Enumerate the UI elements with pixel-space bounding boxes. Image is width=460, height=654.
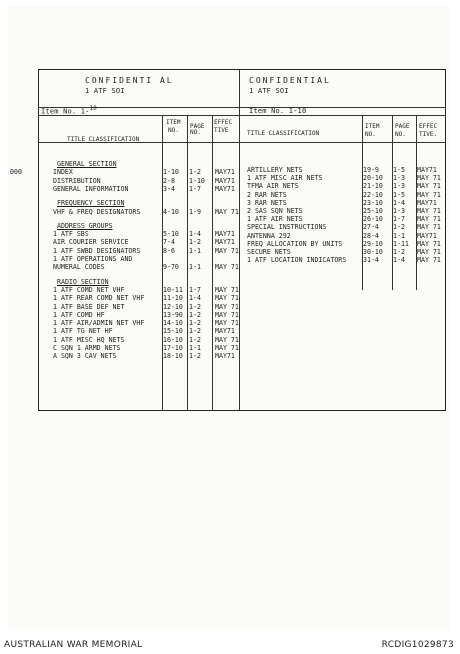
entry-title: 1 ATF TG NET HF [53,327,113,336]
right-title: 1 ATF SOI [249,87,289,95]
table-row [39,294,239,302]
entry-item-no: 18-10 [163,352,183,361]
entry-title: 1 ATF COMD HF [53,310,105,319]
table-row [39,222,239,230]
entry-item-no: 22-10 [363,190,383,199]
col-title-left: TITLE CLASSIFICATION [67,136,140,143]
entry-effective: MAY 71 [417,215,441,224]
entry-page-no: 1-1 [189,344,201,352]
entry-effective: MAY71 [215,168,235,177]
entry-item-no: 5-10 [163,230,179,239]
table-row [10,168,239,177]
entry-title: 1 ATF SBS [53,230,89,239]
table-row [39,238,239,246]
table-row [39,327,239,335]
entry-page-no: 1-4 [393,256,405,265]
entry-effective: MAY71 [215,327,235,336]
entry-item-no: 25-10 [363,207,383,215]
entry-effective: MAY 71 [215,310,239,319]
entry-page-no: 1-7 [393,215,405,224]
entry-title: SECURE NETS [247,248,291,256]
entry-effective: MAY 71 [417,207,441,215]
entry-item-no: 10-11 [163,285,183,294]
entry-effective: MAY 71 [417,182,441,191]
entry-page-no: 1-5 [393,166,405,174]
entry-page-no: 1-4 [189,294,201,303]
col-page-right-2: NO. [395,131,406,138]
table-row [239,240,445,248]
entry-page-no: 1-2 [393,223,405,232]
entry-page-no: 1-2 [189,335,201,344]
entry-effective: MAY71 [215,238,235,247]
col-item-right-1: ITEM [365,123,380,130]
entry-item-no: 13-90 [163,310,183,319]
col-effec-left-2: TIVE [214,127,229,134]
entry-page-no: 1-1 [189,263,201,272]
entry-item-no: 30-10 [363,248,383,256]
table-row [239,174,445,182]
entry-title: 3 RAR NETS [247,198,287,207]
entry-title: 1 ATF REAR COMD NET VHF [53,294,145,303]
entry-item-no: 8-6 [163,246,175,255]
entry-page-no: 1-5 [393,190,405,199]
entry-title: 1 ATF MISC HQ NETS [53,335,125,344]
table-row [39,247,239,255]
entry-item-no: 2-8 [163,176,175,185]
entry-effective: MAY 71 [417,239,441,248]
table-row [39,311,239,319]
entry-title: DISTRIBUTION [53,176,101,185]
table-row [39,255,239,263]
entry-effective: MAY71 [417,198,437,207]
entry-item-no: 15-10 [163,327,183,336]
entry-effective: MAY 71 [215,263,239,272]
entry-effective: MAY 71 [215,335,239,344]
table-row [39,278,239,286]
col-effec-right-1: EFFEC [419,123,438,130]
table-row [239,248,445,256]
col-item-left-1: ITEM [166,119,181,126]
entry-effective: MAY 71 [417,256,441,265]
table-row [39,185,239,193]
entry-title: C SQN 1 ARMD NETS [53,344,121,352]
col-page-right-1: PAGE [395,123,410,130]
entry-item-no: 14-10 [163,319,183,328]
col-page-left-2: NO. [190,129,201,136]
left-title: 1 ATF SOI [85,87,125,95]
entry-item-no: 1-10 [163,168,179,177]
entry-title: 1 ATF BASE DEF NET [53,302,125,311]
header-divider [39,107,445,108]
table-row [39,199,239,207]
entry-effective: MAY 71 [417,190,441,199]
entry-item-no: 16-10 [163,335,183,344]
entry-effective: MAY 71 [417,248,441,256]
entry-title: 1 ATF AIR/ADMIN NET VHF [53,319,145,328]
section-heading: ADDRESS GROUPS [57,221,113,230]
col-title-right: TITLE CLASSIFICATION [247,130,320,137]
entry-item-no: 31-4 [363,256,379,265]
col-page-left-1: PAGE [190,123,205,130]
entry-title: 2 RAR NETS [247,190,287,199]
entry-item-no: 12-10 [163,302,183,311]
table-row [39,319,239,327]
entry-page-no: 1-3 [393,174,405,183]
right-item-no: Item No. 1-10 [249,107,307,115]
table-row [39,344,239,352]
entry-page-no: 1-4 [393,198,405,207]
entry-page-no: 1-9 [189,207,201,216]
entry-effective: MAY 71 [215,207,239,216]
table-row [239,166,445,174]
entry-page-no: 1-1 [393,231,405,240]
entry-title: VHF & FREQ DESIGNATORS [53,207,141,216]
entry-effective: MAY 71 [417,174,441,183]
table-row [239,215,445,223]
entry-title: A SQN 3 CAV NETS [53,352,117,361]
table-row [39,352,239,360]
table-row [239,223,445,231]
col-item-right-2: NO. [365,131,376,138]
entry-item-no: 3-4 [163,184,175,193]
left-item-no: Item No. 1-$^{10}$ [41,105,97,116]
section-heading: GENERAL SECTION [57,160,117,168]
entry-page-no: 1-7 [189,285,201,294]
section-heading: FREQUENCY SECTION [57,199,125,208]
entry-title: NUMERAL CODES [53,263,105,272]
entry-item-no: 29-10 [363,239,383,248]
entry-effective: MAY 71 [215,246,239,255]
column-header-top [39,115,445,116]
entry-page-no: 1-2 [189,168,201,177]
entry-effective: MAY 71 [215,285,239,294]
table-row [39,303,239,311]
entry-item-no: 9-70 [163,263,179,272]
entry-title: GENERAL INFORMATION [53,184,129,193]
entry-effective: MAY71 [417,166,437,174]
entry-effective: MAY71 [417,231,437,240]
entry-title: 1 ATF LOCATION INDICATORS [247,256,347,265]
entry-item-no: 20-10 [363,174,383,183]
table-row [239,191,445,199]
entry-item-no: 23-10 [363,198,383,207]
entry-title: SPECIAL INSTRUCTIONS [247,223,327,232]
entry-item-no: 4-10 [163,207,179,216]
entry-title: 2 SAS SQN NETS [247,207,303,215]
table-row [239,182,445,190]
entry-title: 1 ATF MISC AIR NETS [247,174,323,183]
entry-item-no: 19-9 [363,166,379,174]
entry-item-no: 27-4 [363,223,379,232]
entry-item-no: 26-10 [363,215,383,224]
entry-title: ARTILLERY NETS [247,166,303,174]
entry-page-no: 1-4 [189,230,201,239]
entry-title: ANTENNA 292 [247,231,291,240]
entry-title: TFMA AIR NETS [247,182,299,191]
footer-left: AUSTRALIAN WAR MEMORIAL [4,640,143,650]
entry-item-no: 21-10 [363,182,383,191]
document-page [8,6,450,631]
right-classification: CONFIDENTIAL [249,76,331,85]
entry-page-no: 1-11 [393,239,409,248]
entry-title: FREQ ALLOCATION BY UNITS [247,239,343,248]
entry-effective: MAY71 [215,352,235,361]
index-table [10,69,446,411]
table-row [39,160,239,168]
entry-page-no: 1-2 [189,352,201,361]
col-effec-left-1: EFFEC [214,119,233,126]
entry-effective: MAY 71 [417,223,441,232]
table-row [39,208,239,216]
entry-page-no: 1-2 [393,248,405,256]
entry-page-no: 1-2 [189,327,201,336]
entry-effective: MAY71 [215,176,235,185]
entry-effective: MAY71 [215,230,235,239]
left-classification: CONFIDENTI AL [85,76,174,85]
entry-page-no: 1-7 [189,184,201,193]
footer-right: RCDIG1029873 [381,640,454,650]
entry-title: 1 ATF SWBD DESIGNATORS [53,246,141,255]
entry-effective: MAY 71 [215,344,239,352]
table-row [39,336,239,344]
entry-page-no: 1-2 [189,319,201,328]
entry-title: INDEX [53,168,73,177]
row-prefix: 000 [10,168,22,177]
entry-page-no: 1-3 [393,207,405,215]
entry-title: 1 ATF AIR NETS [247,215,303,224]
table-row [39,177,239,185]
entry-effective: MAY 71 [215,294,239,303]
col-effec-right-2: TIVE. [419,131,438,138]
entry-page-no: 1-1 [189,246,201,255]
entry-page-no: 1-2 [189,310,201,319]
entry-title: AIR COURIER SERVICE [53,238,129,247]
table-row [239,199,445,207]
table-row [239,207,445,215]
table-row [239,256,445,264]
entry-effective: MAY71 [215,184,235,193]
entry-effective: MAY 71 [215,302,239,311]
entry-item-no: 17-10 [163,344,183,352]
entry-page-no: 1-3 [393,182,405,191]
table-row [39,263,239,271]
entry-item-no: 7-4 [163,238,175,247]
entry-page-no: 1-2 [189,238,201,247]
section-heading: RADIO SECTION [57,277,109,286]
entry-item-no: 28-4 [363,231,379,240]
table-row [39,230,239,238]
entry-item-no: 11-10 [163,294,183,303]
entry-effective: MAY 71 [215,319,239,328]
entry-title: 1 ATF COMD NET VHF [53,285,125,294]
entry-title: 1 ATF OPERATIONS AND [53,255,133,263]
entry-page-no: 1-10 [189,176,205,185]
table-row [239,232,445,240]
table-row [39,286,239,294]
entry-page-no: 1-2 [189,302,201,311]
col-item-left-2: NO. [168,127,179,134]
